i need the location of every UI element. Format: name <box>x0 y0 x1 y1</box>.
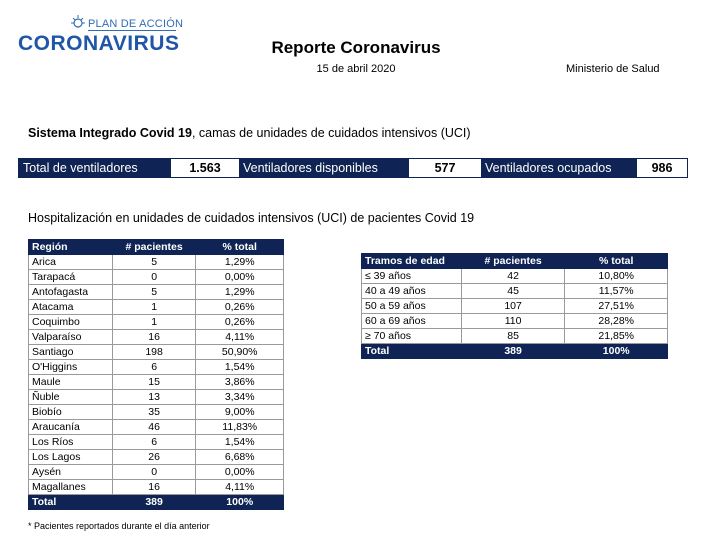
patients-cell: 5 <box>112 255 196 270</box>
row-label-cell: ≥ 70 años <box>362 329 462 344</box>
logo-emblem-icon <box>68 14 88 30</box>
patients-header: # pacientes <box>112 240 196 255</box>
patients-cell: 85 <box>461 329 565 344</box>
row-label-cell: Los Ríos <box>29 435 113 450</box>
logo-plan-text: PLAN DE ACCIÓN <box>88 18 184 30</box>
table-row <box>29 330 284 345</box>
logo-underline <box>88 30 176 31</box>
percent-cell: 10,80% <box>565 269 668 284</box>
percent-cell: 0,00% <box>196 465 284 480</box>
row-label-cell: O'Higgins <box>29 360 113 375</box>
patients-cell: 46 <box>112 420 196 435</box>
percent-cell: 4,11% <box>196 480 284 495</box>
page-title: Reporte Coronavirus <box>271 38 441 57</box>
age-range-header: Tramos de edad <box>362 254 462 269</box>
percent-cell: 0,26% <box>196 300 284 315</box>
ventilators-bar <box>18 158 688 178</box>
ministry-label: Ministerio de Salud <box>566 63 660 75</box>
row-label-cell: 60 a 69 años <box>362 314 462 329</box>
row-label-cell: Antofagasta <box>29 285 113 300</box>
patients-cell: 1 <box>112 300 196 315</box>
patients-cell: 6 <box>112 435 196 450</box>
row-label-cell: Magallanes <box>29 480 113 495</box>
table-row <box>29 390 284 405</box>
total-ventilators-value: 1.563 <box>171 159 239 177</box>
region-header: Región <box>29 240 113 255</box>
percent-cell: 9,00% <box>196 405 284 420</box>
row-label-cell: 40 a 49 años <box>362 284 462 299</box>
patients-cell: 1 <box>112 315 196 330</box>
section-title-bold: Sistema Integrado Covid 19 <box>28 126 192 140</box>
table-row <box>29 300 284 315</box>
table-row <box>29 360 284 375</box>
percent-cell: 11,57% <box>565 284 668 299</box>
row-label-cell: Arica <box>29 255 113 270</box>
percent-header: % total <box>196 240 284 255</box>
patients-cell: 6 <box>112 360 196 375</box>
total-label-cell: Total <box>29 495 113 510</box>
total-ventilators-label: Total de ventiladores <box>19 159 171 177</box>
table-row <box>29 315 284 330</box>
row-label-cell: Tarapacá <box>29 270 113 285</box>
row-label-cell: 50 a 59 años <box>362 299 462 314</box>
row-label-cell: Valparaíso <box>29 330 113 345</box>
section-title-hospitalization: Hospitalización en unidades de cuidados intensivos (UCI) de pacientes Covid 19 <box>28 211 475 225</box>
table-row <box>29 405 284 420</box>
percent-cell: 3,86% <box>196 375 284 390</box>
percent-header: % total <box>565 254 668 269</box>
row-label-cell: Maule <box>29 375 113 390</box>
table-row <box>362 299 668 314</box>
report-date: 15 de abril 2020 <box>316 63 396 75</box>
table-row <box>362 284 668 299</box>
table-header-row <box>362 254 668 269</box>
total-row <box>29 495 284 510</box>
patients-cell: 198 <box>112 345 196 360</box>
available-ventilators-value: 577 <box>409 159 481 177</box>
patients-cell: 45 <box>461 284 565 299</box>
patients-cell: 26 <box>112 450 196 465</box>
row-label-cell: Los Lagos <box>29 450 113 465</box>
row-label-cell: ≤ 39 años <box>362 269 462 284</box>
total-label-cell: Total <box>362 344 462 359</box>
patients-cell: 15 <box>112 375 196 390</box>
patients-cell: 5 <box>112 285 196 300</box>
available-ventilators-label: Ventiladores disponibles <box>239 159 409 177</box>
patients-cell: 42 <box>461 269 565 284</box>
table-row <box>362 314 668 329</box>
total-patients-cell: 389 <box>112 495 196 510</box>
percent-cell: 11,83% <box>196 420 284 435</box>
age-table <box>361 253 668 359</box>
occupied-ventilators-value: 986 <box>637 159 687 177</box>
region-table <box>28 239 284 510</box>
occupied-ventilators-label: Ventiladores ocupados <box>481 159 637 177</box>
footnote: * Pacientes reportados durante el día anterior <box>28 521 210 531</box>
table-row <box>29 345 284 360</box>
patients-cell: 16 <box>112 480 196 495</box>
percent-cell: 6,68% <box>196 450 284 465</box>
row-label-cell: Coquimbo <box>29 315 113 330</box>
total-percent-cell: 100% <box>565 344 668 359</box>
percent-cell: 50,90% <box>196 345 284 360</box>
row-label-cell: Biobío <box>29 405 113 420</box>
table-row <box>362 329 668 344</box>
total-row <box>362 344 668 359</box>
patients-cell: 35 <box>112 405 196 420</box>
patients-cell: 107 <box>461 299 565 314</box>
row-label-cell: Aysén <box>29 465 113 480</box>
table-row <box>29 435 284 450</box>
logo-main-text: CORONAVIRUS <box>18 32 180 55</box>
percent-cell: 21,85% <box>565 329 668 344</box>
section-title-rest: , camas de unidades de cuidados intensivos (UCI) <box>191 126 471 140</box>
table-header-row <box>29 240 284 255</box>
patients-header: # pacientes <box>461 254 565 269</box>
percent-cell: 1,29% <box>196 255 284 270</box>
row-label-cell: Santiago <box>29 345 113 360</box>
percent-cell: 4,11% <box>196 330 284 345</box>
percent-cell: 1,54% <box>196 435 284 450</box>
percent-cell: 3,34% <box>196 390 284 405</box>
row-label-cell: Araucanía <box>29 420 113 435</box>
row-label-cell: Ñuble <box>29 390 113 405</box>
table-row <box>29 270 284 285</box>
table-row <box>362 269 668 284</box>
table-row <box>29 480 284 495</box>
table-row <box>29 375 284 390</box>
patients-cell: 110 <box>461 314 565 329</box>
patients-cell: 16 <box>112 330 196 345</box>
row-label-cell: Atacama <box>29 300 113 315</box>
percent-cell: 0,00% <box>196 270 284 285</box>
percent-cell: 1,29% <box>196 285 284 300</box>
table-row <box>29 420 284 435</box>
patients-cell: 0 <box>112 270 196 285</box>
patients-cell: 13 <box>112 390 196 405</box>
percent-cell: 0,26% <box>196 315 284 330</box>
section-title-ventilators <box>28 126 471 140</box>
table-row <box>29 450 284 465</box>
percent-cell: 1,54% <box>196 360 284 375</box>
total-patients-cell: 389 <box>461 344 565 359</box>
table-row <box>29 255 284 270</box>
table-row <box>29 465 284 480</box>
patients-cell: 0 <box>112 465 196 480</box>
percent-cell: 27,51% <box>565 299 668 314</box>
table-row <box>29 285 284 300</box>
total-percent-cell: 100% <box>196 495 284 510</box>
percent-cell: 28,28% <box>565 314 668 329</box>
